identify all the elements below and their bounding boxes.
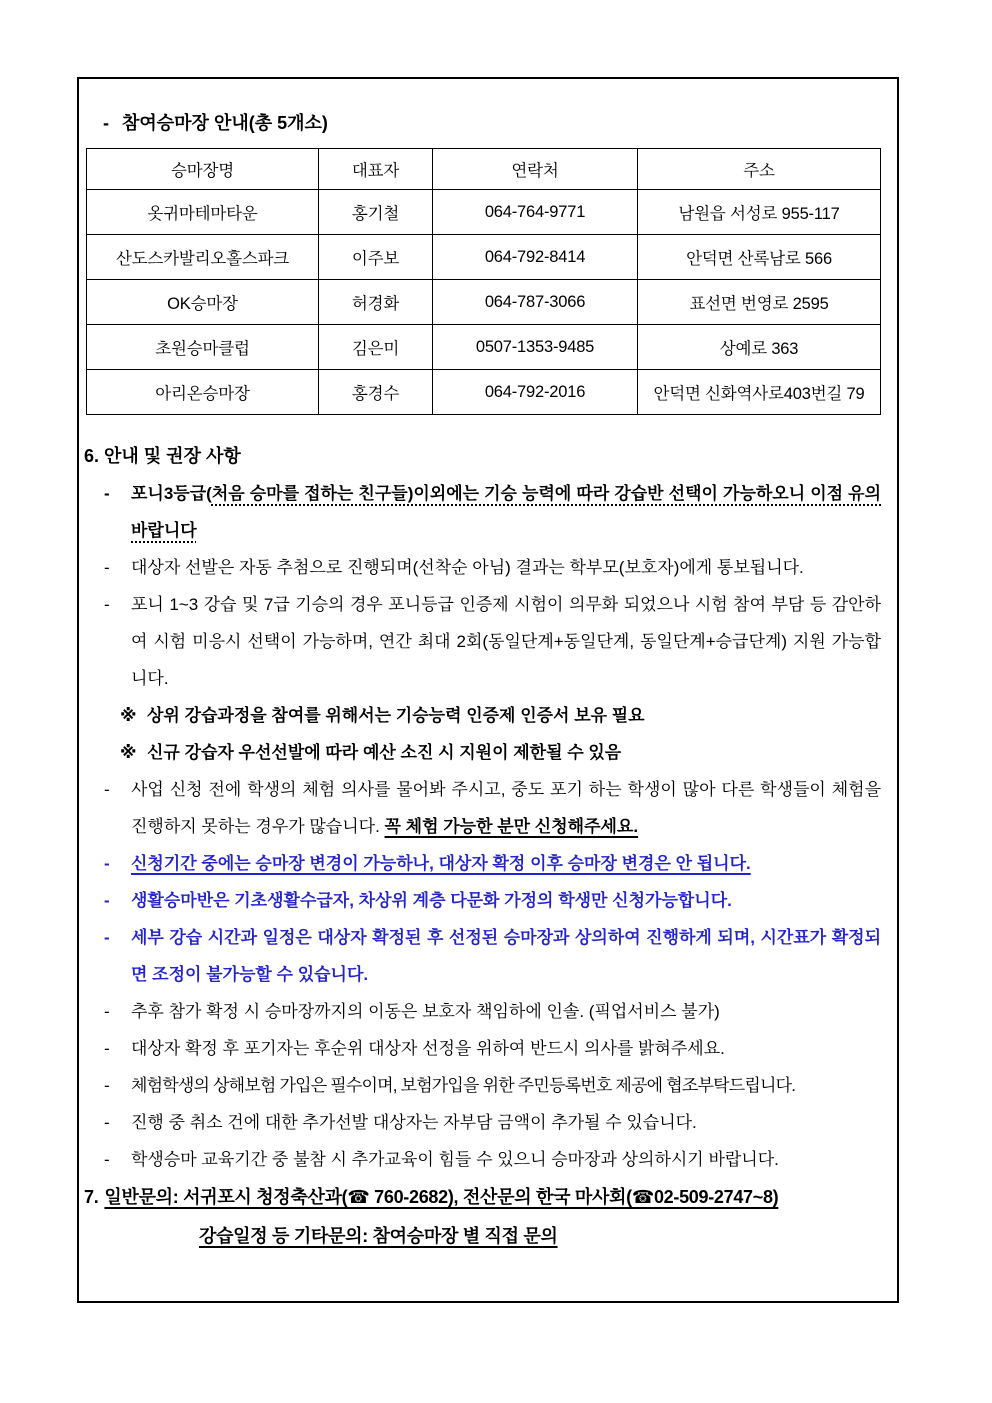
notice-text — [131, 475, 881, 549]
notice-text — [131, 1141, 881, 1178]
table-cell: 홍기철 — [319, 190, 433, 235]
table-cell: 064-764-9771 — [433, 190, 638, 235]
dash-marker: - — [104, 1150, 110, 1169]
table-cell: 064-792-8414 — [433, 235, 638, 280]
dash-marker: - — [104, 558, 110, 577]
table-cell: 초원승마클럽 — [87, 325, 319, 370]
notice-text — [131, 586, 881, 697]
table-cell: 064-787-3066 — [433, 280, 638, 325]
notice-text — [131, 882, 881, 919]
table-cell: 표선면 번영로 2595 — [638, 280, 881, 325]
text-segment: 신청기간 중에는 승마장 변경이 가능하나, 대상자 확정 이후 승마장 변경은 안 됩니다. — [131, 854, 751, 873]
section7-other-contact: 강습일정 등 기타문의: 참여승마장 별 직접 문의 — [199, 1226, 558, 1246]
section7 — [84, 1178, 897, 1256]
notice-item — [79, 1104, 897, 1141]
table-cell: 안덕면 산록남로 566 — [638, 235, 881, 280]
notice-text — [131, 1067, 881, 1104]
dash-marker: - — [104, 854, 110, 873]
text-segment: 생활승마반은 기초생활수급자, 차상위 계층 다문화 가정의 학생만 신청가능합니다. — [131, 891, 732, 910]
notice-item — [79, 1141, 897, 1178]
notice-item — [79, 845, 897, 882]
table-cell: 홍경수 — [319, 370, 433, 415]
dash-marker: - — [104, 780, 110, 799]
notice-text — [131, 919, 881, 993]
text-segment: 학생승마 교육기간 중 불참 시 추가교육이 힘들 수 있으니 승마장과 상의하시기 바랍니다. — [131, 1150, 779, 1169]
notice-text — [131, 1104, 881, 1141]
notice-text — [131, 549, 881, 586]
notice-text — [147, 734, 881, 771]
notice-item — [79, 549, 897, 586]
section6-title: 6. 안내 및 권장 사항 — [84, 446, 241, 466]
table-header-cell: 주소 — [638, 149, 881, 190]
table-row — [87, 280, 881, 325]
text-segment: 신규 강습자 우선선발에 따라 예산 소진 시 지원이 제한될 수 있음 — [147, 743, 622, 762]
text-segment: 꼭 체험 가능한 분만 신청해주세요. — [384, 817, 639, 836]
notice-text — [147, 697, 881, 734]
dash-marker: - — [104, 1113, 110, 1132]
section7-line2 — [199, 1217, 897, 1256]
notice-item — [79, 1030, 897, 1067]
table-cell: 옷귀마테마타운 — [87, 190, 319, 235]
riding-centers-table — [86, 148, 881, 415]
table-cell: 064-792-2016 — [433, 370, 638, 415]
notice-text — [131, 771, 881, 845]
text-segment: 체험학생의 상해보험 가입은 필수이며, 보험가입을 위한 주민등록번호 제공에 협조부탁드립니다. — [131, 1076, 796, 1095]
dash-marker: - — [104, 891, 110, 910]
table-head — [87, 149, 881, 190]
table-row — [87, 235, 881, 280]
table-cell: 남원읍 서성로 955-117 — [638, 190, 881, 235]
table-row — [87, 190, 881, 235]
notice-item — [79, 697, 897, 734]
dash-marker: - — [104, 1002, 110, 1021]
text-segment: 세부 강습 시간과 일정은 대상자 확정된 후 선정된 승마장과 상의하여 진행하게 되며, 시간표가 확정되면 조정이 불가능할 수 있습니다. — [131, 928, 881, 984]
section7-general-contact: 일반문의: 서귀포시 청정축산과(☎ 760-2682), 전산문의 한국 마사회(☎02-509-2747~8) — [104, 1187, 779, 1207]
notice-list — [79, 475, 897, 1178]
section7-number: 7. — [84, 1187, 99, 1207]
page-border — [77, 77, 899, 1303]
table-row — [87, 325, 881, 370]
dash-marker: - — [104, 484, 110, 503]
notice-text — [131, 845, 881, 882]
reference-marker: ※ — [120, 743, 137, 762]
text-segment: 진행 중 취소 건에 대한 추가선발 대상자는 자부담 금액이 추가될 수 있습니다. — [131, 1113, 697, 1132]
notice-item — [79, 993, 897, 1030]
text-segment: 대상자 확정 후 포기자는 후순위 대상자 선정을 위하여 반드시 의사를 밝혀주세요. — [131, 1039, 725, 1058]
dash-marker: - — [104, 1039, 110, 1058]
dash-marker: - — [104, 1076, 109, 1095]
table-row — [87, 370, 881, 415]
table-cell: 허경화 — [319, 280, 433, 325]
table-body — [87, 190, 881, 415]
notice-item — [79, 919, 897, 993]
table-cell: 아리온승마장 — [87, 370, 319, 415]
notice-item — [79, 882, 897, 919]
dash-marker: - — [103, 113, 109, 133]
notice-item — [79, 475, 897, 549]
table-cell: 산도스카발리오홀스파크 — [87, 235, 319, 280]
table-header-cell: 승마장명 — [87, 149, 319, 190]
text-segment: 추후 참가 확정 시 승마장까지의 이동은 보호자 책임하에 인솔. (픽업서비스 불가) — [131, 1002, 720, 1021]
dash-marker: - — [104, 595, 110, 614]
section7-line1 — [84, 1178, 897, 1217]
text-segment: 포니 1~3 강습 및 7급 기승의 경우 포니등급 인증제 시험이 의무화 되었으나 시험 참여 부담 등 감안하여 시험 미응시 선택이 가능하며, 연간 최대 2회(동일단계+동일단계, 동일단계+승급단계) 지원 가능합니다. — [131, 595, 881, 688]
notice-item — [79, 586, 897, 697]
text-segment: 상위 강습과정을 참여를 위해서는 기승능력 인증제 인증서 보유 필요 — [147, 706, 645, 725]
table-cell: 상예로 363 — [638, 325, 881, 370]
dash-marker: - — [104, 928, 110, 947]
text-segment: 처음 승마를 접하는 친구들)이외에는 기승 능력에 따라 강습반 선택이 가능하오니 이점 유의 바랍니다 — [131, 484, 881, 540]
table-header-row — [87, 149, 881, 190]
table-header-cell: 연락처 — [433, 149, 638, 190]
notice-item — [79, 771, 897, 845]
text-segment: 포니3등급( — [131, 484, 212, 503]
notice-text — [131, 993, 881, 1030]
notice-item — [79, 734, 897, 771]
table-section-heading — [103, 110, 897, 136]
notice-item — [79, 1067, 897, 1104]
heading-text: 참여승마장 안내(총 5개소) — [122, 113, 328, 133]
table-header-cell: 대표자 — [319, 149, 433, 190]
table-cell: 안덕면 신화역사로403번길 79 — [638, 370, 881, 415]
text-segment: 대상자 선발은 자동 추첨으로 진행되며(선착순 아님) 결과는 학부모(보호자)에게 통보됩니다. — [131, 558, 804, 577]
notice-text — [131, 1030, 881, 1067]
table-cell: 이주보 — [319, 235, 433, 280]
table-cell: OK승마장 — [87, 280, 319, 325]
text-segment: 사업 신청 전에 학생의 체험 의사를 물어봐 주시고, 중도 포기 하는 학생이 많아 다른 학생들이 체험을 진행하지 못하는 경우가 많습니다. — [131, 780, 881, 836]
reference-marker: ※ — [120, 706, 137, 725]
table-cell: 0507-1353-9485 — [433, 325, 638, 370]
table-cell: 김은미 — [319, 325, 433, 370]
